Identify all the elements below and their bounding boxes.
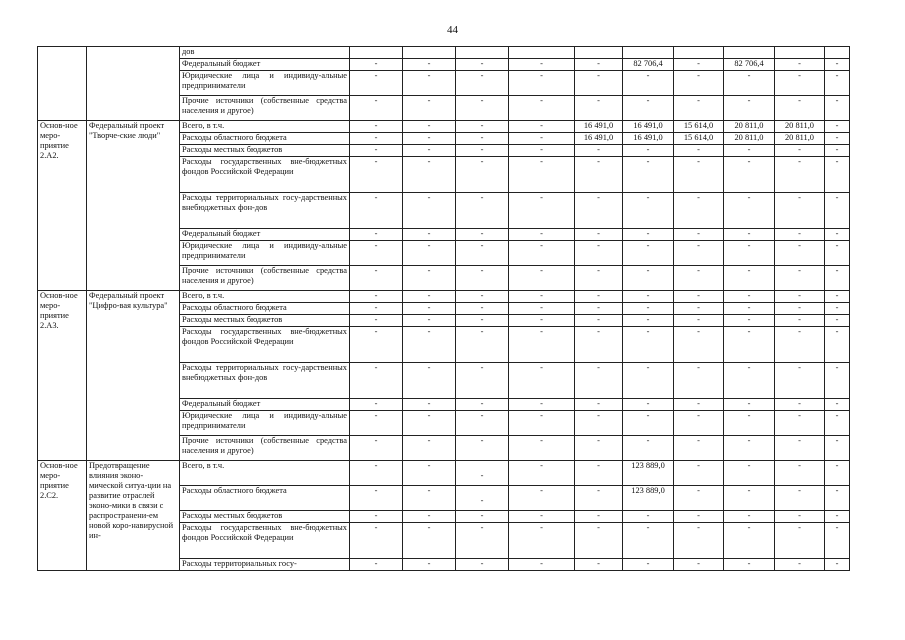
value-cell: - (509, 399, 575, 411)
funding-source-cell: Федеральный бюджет (180, 399, 350, 411)
value-cell: - (575, 241, 623, 266)
value-cell: - (775, 511, 825, 523)
value-cell: - (456, 59, 509, 71)
value-cell: - (724, 399, 775, 411)
value-cell: - (724, 241, 775, 266)
value-cell: - (775, 363, 825, 399)
value-cell: - (403, 511, 456, 523)
value-cell: - (350, 71, 403, 96)
value-cell (403, 47, 456, 59)
value-cell: - (825, 157, 850, 193)
value-cell: - (775, 145, 825, 157)
value-cell: - (825, 96, 850, 121)
value-cell: - (825, 145, 850, 157)
value-cell: - (775, 241, 825, 266)
value-cell: - (775, 436, 825, 461)
value-cell: - (623, 193, 674, 229)
value-cell: - (623, 436, 674, 461)
value-cell: - (825, 511, 850, 523)
value-cell: - (724, 266, 775, 291)
value-cell: - (456, 486, 509, 511)
value-cell: - (509, 157, 575, 193)
value-cell: - (350, 436, 403, 461)
value-cell (575, 47, 623, 59)
value-cell: - (509, 523, 575, 559)
value-cell: - (456, 327, 509, 363)
value-cell: - (456, 96, 509, 121)
value-cell: - (575, 363, 623, 399)
value-cell: - (775, 303, 825, 315)
value-cell: - (456, 145, 509, 157)
table-row (38, 461, 850, 486)
value-cell: - (403, 303, 456, 315)
value-cell: - (456, 133, 509, 145)
value-cell: - (350, 241, 403, 266)
value-cell (724, 47, 775, 59)
value-cell: - (350, 486, 403, 511)
value-cell: - (623, 523, 674, 559)
funding-source-cell: Расходы областного бюджета (180, 486, 350, 511)
value-cell: - (724, 145, 775, 157)
value-cell: - (350, 121, 403, 133)
page-number: 44 (447, 24, 458, 36)
value-cell: - (575, 411, 623, 436)
value-cell: - (775, 315, 825, 327)
value-cell: - (623, 241, 674, 266)
funding-source-cell: Расходы областного бюджета (180, 303, 350, 315)
value-cell: - (825, 303, 850, 315)
value-cell: - (575, 523, 623, 559)
value-cell: - (575, 145, 623, 157)
budget-table (37, 46, 850, 571)
table-row (38, 291, 850, 303)
value-cell: 20 811,0 (775, 121, 825, 133)
value-cell: - (825, 436, 850, 461)
value-cell: - (509, 229, 575, 241)
measure-cell: Основ-ное меро-приятие 2.С2. (38, 461, 87, 571)
value-cell (350, 47, 403, 59)
value-cell: - (775, 229, 825, 241)
value-cell: - (825, 266, 850, 291)
value-cell (623, 47, 674, 59)
value-cell: - (674, 399, 724, 411)
value-cell: - (825, 229, 850, 241)
value-cell: - (674, 291, 724, 303)
value-cell: 15 614,0 (674, 121, 724, 133)
value-cell: - (724, 363, 775, 399)
value-cell: - (403, 229, 456, 241)
project-cell: Предотвращение влияния эконо-мической ситуа-ции на развитие отраслей эконо-мики в связи с распространени-ем новой коро-навирусной ин- (87, 461, 180, 571)
value-cell: - (456, 411, 509, 436)
value-cell: - (623, 266, 674, 291)
value-cell: - (575, 436, 623, 461)
value-cell: - (509, 133, 575, 145)
value-cell: - (775, 96, 825, 121)
value-cell: - (456, 291, 509, 303)
value-cell: - (623, 327, 674, 363)
value-cell: - (456, 436, 509, 461)
value-cell: - (775, 461, 825, 486)
value-cell: - (674, 59, 724, 71)
value-cell: - (724, 303, 775, 315)
value-cell: - (825, 241, 850, 266)
value-cell: - (575, 59, 623, 71)
value-cell: - (825, 486, 850, 511)
value-cell: - (825, 71, 850, 96)
value-cell: - (623, 303, 674, 315)
value-cell: - (456, 229, 509, 241)
value-cell: 123 889,0 (623, 461, 674, 486)
value-cell: - (674, 145, 724, 157)
value-cell: - (509, 363, 575, 399)
value-cell: - (456, 461, 509, 486)
value-cell: - (403, 291, 456, 303)
value-cell: - (575, 303, 623, 315)
value-cell: - (674, 229, 724, 241)
value-cell: - (509, 145, 575, 157)
value-cell: - (403, 266, 456, 291)
value-cell: - (623, 229, 674, 241)
value-cell: - (575, 399, 623, 411)
value-cell: - (403, 241, 456, 266)
value-cell: - (575, 315, 623, 327)
value-cell: - (724, 436, 775, 461)
funding-source-cell: Юридические лица и индивиду-альные предприниматели (180, 71, 350, 96)
value-cell: - (825, 363, 850, 399)
value-cell: - (350, 461, 403, 486)
funding-source-cell: Прочие источники (собственные средства населения и другое) (180, 266, 350, 291)
value-cell: 16 491,0 (575, 133, 623, 145)
value-cell: - (350, 363, 403, 399)
value-cell: - (724, 327, 775, 363)
value-cell: - (575, 486, 623, 511)
funding-source-cell: Федеральный бюджет (180, 229, 350, 241)
value-cell: - (674, 157, 724, 193)
value-cell: - (350, 559, 403, 571)
value-cell: 16 491,0 (623, 133, 674, 145)
value-cell: - (825, 133, 850, 145)
value-cell: - (350, 511, 403, 523)
funding-source-cell: Расходы территориальных госу-дарственных внебюджетных фон-дов (180, 193, 350, 229)
value-cell: - (674, 461, 724, 486)
value-cell: - (724, 461, 775, 486)
value-cell: - (775, 486, 825, 511)
funding-source-cell: Всего, в т.ч. (180, 461, 350, 486)
value-cell: - (724, 559, 775, 571)
value-cell: - (350, 303, 403, 315)
value-cell: - (575, 193, 623, 229)
table-row (38, 121, 850, 133)
value-cell: - (403, 486, 456, 511)
value-cell: - (403, 315, 456, 327)
value-cell: - (350, 291, 403, 303)
value-cell: 123 889,0 (623, 486, 674, 511)
value-cell: - (350, 229, 403, 241)
value-cell: - (623, 291, 674, 303)
value-cell: - (775, 291, 825, 303)
value-cell: - (825, 121, 850, 133)
value-cell: - (403, 59, 456, 71)
value-cell: - (350, 96, 403, 121)
funding-source-cell: Юридические лица и индивиду-альные предприниматели (180, 241, 350, 266)
value-cell: - (674, 241, 724, 266)
value-cell: - (825, 461, 850, 486)
value-cell: - (509, 511, 575, 523)
value-cell: - (403, 145, 456, 157)
value-cell: - (775, 411, 825, 436)
value-cell: - (575, 327, 623, 363)
value-cell: - (775, 193, 825, 229)
value-cell: - (403, 411, 456, 436)
value-cell: - (623, 363, 674, 399)
value-cell: - (674, 193, 724, 229)
value-cell: - (509, 71, 575, 96)
value-cell: - (775, 59, 825, 71)
funding-source-cell: Расходы местных бюджетов (180, 145, 350, 157)
value-cell: - (509, 241, 575, 266)
value-cell: - (825, 523, 850, 559)
value-cell: - (509, 559, 575, 571)
funding-source-cell: дов (180, 47, 350, 59)
value-cell: - (623, 399, 674, 411)
value-cell: - (575, 157, 623, 193)
value-cell: - (674, 559, 724, 571)
value-cell: - (509, 327, 575, 363)
measure-cell: Основ-ное меро-приятие 2.А2. (38, 121, 87, 291)
value-cell: - (403, 121, 456, 133)
value-cell: - (775, 559, 825, 571)
value-cell: - (674, 315, 724, 327)
value-cell: - (623, 71, 674, 96)
value-cell: - (456, 315, 509, 327)
value-cell: - (456, 559, 509, 571)
value-cell: - (350, 411, 403, 436)
value-cell: - (575, 559, 623, 571)
value-cell: - (825, 193, 850, 229)
value-cell: - (724, 157, 775, 193)
measure-cell: Основ-ное меро-приятие 2.А3. (38, 291, 87, 461)
value-cell: - (775, 399, 825, 411)
value-cell: - (825, 327, 850, 363)
value-cell: - (674, 327, 724, 363)
value-cell: - (674, 411, 724, 436)
value-cell: - (350, 133, 403, 145)
value-cell: 16 491,0 (623, 121, 674, 133)
value-cell: - (575, 291, 623, 303)
value-cell: - (509, 193, 575, 229)
value-cell: - (403, 461, 456, 486)
value-cell: - (623, 145, 674, 157)
value-cell: 16 491,0 (575, 121, 623, 133)
funding-source-cell: Расходы государственных вне-бюджетных фондов Российской Федерации (180, 327, 350, 363)
value-cell: - (623, 96, 674, 121)
value-cell: - (509, 315, 575, 327)
value-cell: - (403, 559, 456, 571)
value-cell: - (509, 291, 575, 303)
value-cell: - (825, 291, 850, 303)
table-row (38, 47, 850, 59)
funding-source-cell: Расходы государственных вне-бюджетных фондов Российской Федерации (180, 157, 350, 193)
value-cell: - (350, 399, 403, 411)
value-cell: - (623, 511, 674, 523)
value-cell: - (575, 71, 623, 96)
value-cell: - (509, 266, 575, 291)
value-cell: - (775, 523, 825, 559)
value-cell: - (350, 157, 403, 193)
value-cell: - (575, 229, 623, 241)
value-cell: 15 614,0 (674, 133, 724, 145)
value-cell: - (724, 71, 775, 96)
value-cell: - (575, 511, 623, 523)
value-cell: - (575, 266, 623, 291)
value-cell: - (825, 59, 850, 71)
value-cell: - (775, 266, 825, 291)
value-cell: - (509, 461, 575, 486)
value-cell: - (724, 193, 775, 229)
funding-source-cell: Расходы областного бюджета (180, 133, 350, 145)
value-cell: - (724, 511, 775, 523)
value-cell (674, 47, 724, 59)
value-cell: - (403, 523, 456, 559)
value-cell: - (456, 241, 509, 266)
value-cell: - (674, 523, 724, 559)
value-cell: - (509, 303, 575, 315)
value-cell: - (403, 363, 456, 399)
value-cell: - (674, 266, 724, 291)
value-cell: - (456, 266, 509, 291)
value-cell: - (674, 363, 724, 399)
funding-source-cell: Расходы территориальных госу- (180, 559, 350, 571)
value-cell: - (456, 121, 509, 133)
funding-source-cell: Юридические лица и индивиду-альные предприниматели (180, 411, 350, 436)
value-cell: - (674, 71, 724, 96)
value-cell: - (403, 193, 456, 229)
value-cell (456, 47, 509, 59)
value-cell: - (825, 315, 850, 327)
value-cell: - (623, 157, 674, 193)
value-cell: - (456, 511, 509, 523)
value-cell: - (350, 523, 403, 559)
value-cell: 20 811,0 (724, 121, 775, 133)
value-cell: - (674, 303, 724, 315)
value-cell: - (623, 411, 674, 436)
value-cell: - (350, 266, 403, 291)
funding-source-cell: Всего, в т.ч. (180, 291, 350, 303)
funding-source-cell: Расходы государственных вне-бюджетных фондов Российской Федерации (180, 523, 350, 559)
value-cell: - (674, 96, 724, 121)
measure-cell (38, 47, 87, 121)
value-cell: - (724, 486, 775, 511)
value-cell: - (825, 411, 850, 436)
value-cell: - (825, 559, 850, 571)
value-cell: - (456, 399, 509, 411)
value-cell: - (623, 315, 674, 327)
value-cell: - (724, 229, 775, 241)
value-cell: - (456, 523, 509, 559)
value-cell: - (403, 327, 456, 363)
value-cell: - (456, 157, 509, 193)
value-cell: - (724, 315, 775, 327)
value-cell: - (456, 303, 509, 315)
value-cell: - (403, 436, 456, 461)
funding-source-cell: Расходы территориальных госу-дарственных внебюджетных фон-дов (180, 363, 350, 399)
value-cell: - (403, 157, 456, 193)
funding-source-cell: Всего, в т.ч. (180, 121, 350, 133)
value-cell: - (724, 411, 775, 436)
value-cell: 82 706,4 (724, 59, 775, 71)
value-cell: - (509, 121, 575, 133)
value-cell: - (825, 399, 850, 411)
value-cell: 82 706,4 (623, 59, 674, 71)
value-cell: - (456, 363, 509, 399)
value-cell: - (674, 436, 724, 461)
value-cell: - (575, 461, 623, 486)
value-cell: - (509, 486, 575, 511)
value-cell: - (403, 71, 456, 96)
value-cell: - (456, 193, 509, 229)
project-cell: Федеральный проект "Цифро-вая культура" (87, 291, 180, 461)
value-cell: - (509, 411, 575, 436)
value-cell: 20 811,0 (724, 133, 775, 145)
value-cell: 20 811,0 (775, 133, 825, 145)
value-cell: - (350, 327, 403, 363)
value-cell: - (350, 59, 403, 71)
value-cell: - (575, 96, 623, 121)
value-cell: - (775, 157, 825, 193)
value-cell: - (509, 436, 575, 461)
value-cell (509, 47, 575, 59)
value-cell: - (724, 291, 775, 303)
value-cell (825, 47, 850, 59)
value-cell: - (623, 559, 674, 571)
value-cell: - (509, 96, 575, 121)
project-cell (87, 47, 180, 121)
value-cell (775, 47, 825, 59)
value-cell: - (724, 523, 775, 559)
value-cell: - (674, 486, 724, 511)
value-cell: - (350, 193, 403, 229)
value-cell: - (456, 71, 509, 96)
funding-source-cell: Прочие источники (собственные средства населения и другое) (180, 436, 350, 461)
value-cell: - (775, 71, 825, 96)
value-cell: - (403, 96, 456, 121)
value-cell: - (350, 315, 403, 327)
funding-source-cell: Прочие источники (собственные средства населения и другое) (180, 96, 350, 121)
value-cell: - (674, 511, 724, 523)
funding-source-cell: Расходы местных бюджетов (180, 511, 350, 523)
value-cell: - (350, 145, 403, 157)
value-cell: - (403, 133, 456, 145)
value-cell: - (775, 327, 825, 363)
project-cell: Федеральный проект "Творче-ские люди" (87, 121, 180, 291)
value-cell: - (403, 399, 456, 411)
funding-source-cell: Расходы местных бюджетов (180, 315, 350, 327)
value-cell: - (509, 59, 575, 71)
value-cell: - (724, 96, 775, 121)
funding-source-cell: Федеральный бюджет (180, 59, 350, 71)
